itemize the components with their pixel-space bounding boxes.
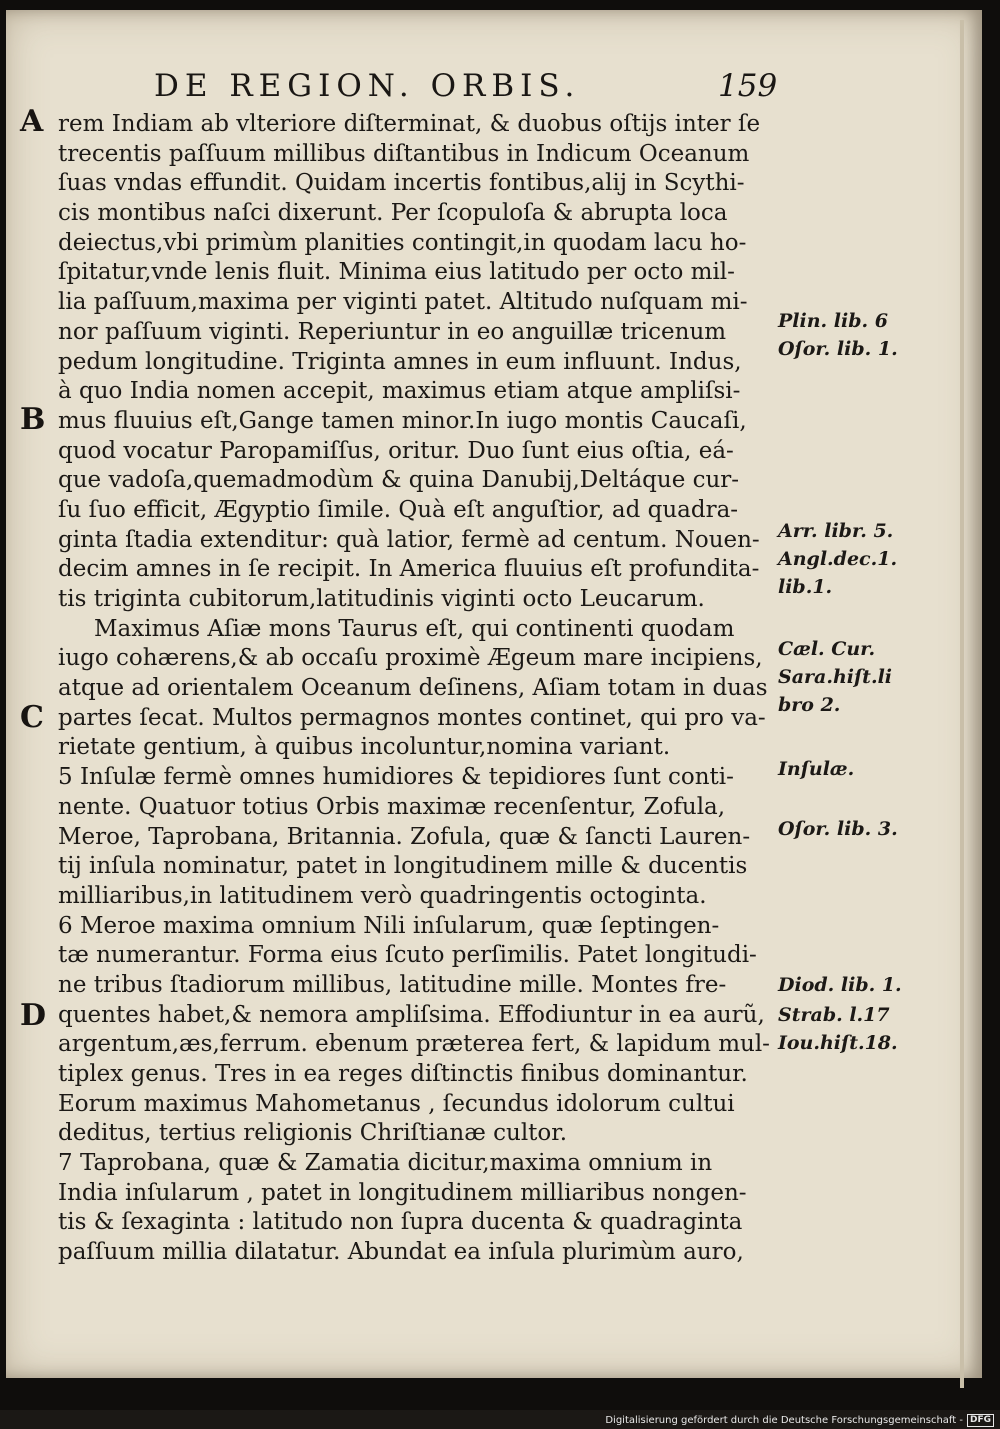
text-line: 5 Inſulæ fermè omnes humidiores & tepidiores ſunt conti-: [58, 764, 734, 791]
credit-text: Digitalisierung gefördert durch die Deutsche Forschungsgemeinschaft -: [605, 1415, 963, 1426]
page-number: 159: [718, 68, 778, 104]
text-line: lia paſſuum,maxima per viginti patet. Altitudo nuſquam mi-: [58, 289, 748, 316]
text-line: India inſularum , patet in longitudinem milliaribus nongen-: [58, 1179, 747, 1206]
body-text: [58, 110, 778, 1268]
text-line: rietate gentium, à quibus incoluntur,nomina variant.: [58, 734, 671, 761]
marginal-note: Iou.hiſt.18.: [778, 1032, 898, 1054]
text-line: pedum longitudine. Triginta amnes in eum influunt. Indus,: [58, 348, 742, 375]
text-line: 7 Taprobana, quæ & Zamatia dicitur,maxima omnium in: [58, 1150, 713, 1177]
text-line: cis montibus naſci dixerunt. Per ſcopuloſa & abrupta loca: [58, 200, 728, 227]
text-line: trecentis paſſuum millibus diſtantibus in Indicum Oceanum: [58, 140, 750, 167]
marginal-note: Strab. l.17: [778, 1004, 890, 1026]
text-line: ginta ſtadia extenditur: quà latior, fermè ad centum. Nouen-: [58, 526, 760, 553]
text-line: ne tribus ſtadiorum millibus, latitudine mille. Montes fre-: [58, 971, 727, 998]
text-line: mus fluuius eſt,Gange tamen minor.In iugo montis Caucaſi,: [58, 407, 747, 434]
text-line: Eorum maximus Mahometanus , ſecundus idolorum cultui: [58, 1090, 735, 1117]
text-line: que vadoſa,quemadmodùm & quina Danubij,Deltáque cur-: [58, 467, 740, 494]
section-letter-d: D: [20, 998, 47, 1033]
text-line: iugo cohærens,& ab occaſu proximè Ægeum mare incipiens,: [58, 645, 763, 672]
marginal-note: Arr. libr. 5.: [778, 520, 894, 542]
marginal-note: Inſulæ.: [778, 758, 855, 780]
text-line: Meroe, Taprobana, Britannia. Zofula, quæ & ſancti Lauren-: [58, 823, 751, 850]
text-line: tis & ſexaginta : latitudo non ſupra ducenta & quadraginta: [58, 1209, 743, 1236]
text-line: ſpitatur,vnde lenis fluit. Minima eius latitudo per octo mil-: [58, 259, 735, 286]
text-line: rem Indiam ab vlteriore diſterminat, & duobus oſtijs inter ſe: [58, 111, 761, 137]
text-line: tij inſula nominatur, patet in longitudinem mille & ducentis: [58, 853, 748, 880]
marginal-note: Angl.dec.1.: [778, 548, 898, 570]
text-line: paſſuum millia dilatatur. Abundat ea inſula plurimùm auro,: [58, 1239, 744, 1266]
marginal-note: Oſor. lib. 1.: [778, 338, 898, 360]
text-line: quod vocatur Paropamiſſus, oritur. Duo ſunt eius oſtia, eá-: [58, 437, 734, 464]
section-letter-c: C: [20, 700, 44, 735]
marginal-note: Sara.hiſt.li: [778, 666, 892, 688]
page-edge: [960, 20, 964, 1388]
dfg-logo-icon: DFG: [967, 1414, 994, 1427]
text-line: argentum,æs,ferrum. ebenum præterea fert, & lapidum mul-: [58, 1031, 770, 1058]
marginal-note: Cæl. Cur.: [778, 638, 876, 660]
text-line: 6 Meroe maxima omnium Nili inſularum, quæ ſeptingen-: [58, 912, 720, 939]
text-line: tæ numerantur. Forma eius ſcuto perſimilis. Patet longitudi-: [58, 942, 757, 969]
text-line: quentes habet,& nemora ampliſsima. Effodiuntur in ea aurũ,: [58, 1001, 765, 1028]
text-line: tiplex genus. Tres in ea reges diſtinctis finibus dominantur.: [58, 1061, 748, 1087]
text-line: ſu ſuo efficit, Ægyptio ſimile. Quà eſt anguſtior, ad quadra-: [58, 496, 739, 523]
text-line: partes ſecat. Multos permagnos montes continet, qui pro va-: [58, 704, 766, 731]
book-page: [6, 10, 982, 1378]
text-line: decim amnes in ſe recipit. In America fluuius eſt profundita-: [58, 556, 760, 583]
text-line: nente. Quatuor totius Orbis maximæ recenſentur, Zofula,: [58, 793, 726, 820]
text-line: Maximus Aſiæ mons Taurus eſt, qui continenti quodam: [94, 615, 735, 642]
marginal-note: lib.1.: [778, 576, 833, 598]
marginal-note: Diod. lib. 1.: [778, 974, 902, 996]
section-letter-a: A: [20, 104, 44, 139]
marginal-note: Oſor. lib. 3.: [778, 818, 898, 840]
text-line: atque ad orientalem Oceanum deſinens, Aſiam totam in duas: [58, 675, 768, 702]
text-line: deiectus,vbi primùm planities contingit,in quodam lacu ho-: [58, 229, 747, 256]
text-line: tis triginta cubitorum,latitudinis viginti octo Leucarum.: [58, 586, 705, 612]
digitization-credit: [605, 1414, 994, 1427]
marginal-note: bro 2.: [778, 694, 841, 716]
text-line: à quo India nomen accepit, maximus etiam atque ampliſsi-: [58, 378, 741, 405]
text-line: nor paſſuum viginti. Reperiuntur in eo anguillæ tricenum: [58, 318, 727, 345]
text-line: ſuas vndas effundit. Quidam incertis fontibus,alij in Scythi-: [58, 170, 745, 197]
marginal-note: Plin. lib. 6: [778, 310, 888, 332]
text-line: deditus, tertius religionis Chriſtianæ cultor.: [58, 1120, 568, 1147]
text-line: milliaribus,in latitudinem verò quadringentis octoginta.: [58, 882, 707, 909]
section-letter-b: B: [20, 402, 46, 437]
running-title: DE REGION. ORBIS.: [154, 68, 581, 104]
